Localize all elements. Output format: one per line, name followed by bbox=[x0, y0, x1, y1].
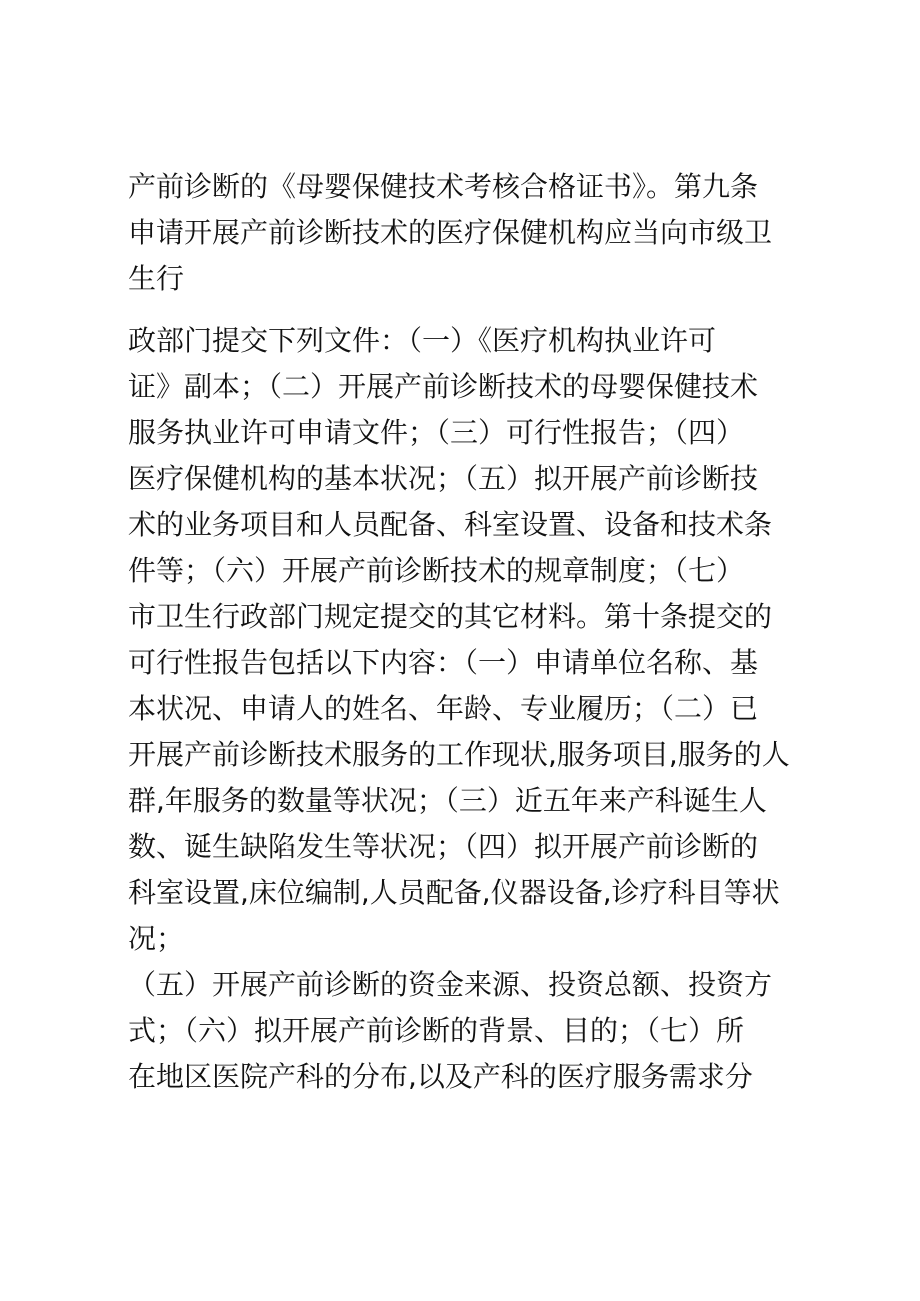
paragraph-required-documents: 政部门提交下列文件：（一）《医疗机构执业许可 证》副本；（二）开展产前诊断技术的母婴保健技术 服务执业许可申请文件；（三）可行性报告；（四） 医疗保健机构的基本状况；（五）拟开展产前诊断技 术的业务项目和人员配备、科室设置、设备和技术条 件等；（六）开展产前诊断技术的规章制度；（七） 市卫生行政部门规定提交的其它材料。第十条提交的 可行性报告包括以下内容：（一）申请单位名称、基 本状况、申请人的姓名、年龄、专业履历；（二）已 开展产前诊断技术服务的工作现状,服务项目,服务的人 群,年服务的数量等状况；（三）近五年来产科诞生人 数、诞生缺陷发生等状况；（四）拟开展产前诊断的 科室设置,床位编制,人员配备,仪器设备,诊疗科目等状 况； （五）开展产前诊断的资金来源、投资总额、投资方 式；（六）拟开展产前诊断的背景、目的；（七）所 在地区医院产科的分布,以及产科的医疗服务需求分 bbox=[128, 324, 790, 1093]
paragraph-article-9: 产前诊断的《母婴保健技术考核合格证书》。第九条 申请开展产前诊断技术的医疗保健机构应当向市级卫 生行 bbox=[128, 170, 773, 295]
